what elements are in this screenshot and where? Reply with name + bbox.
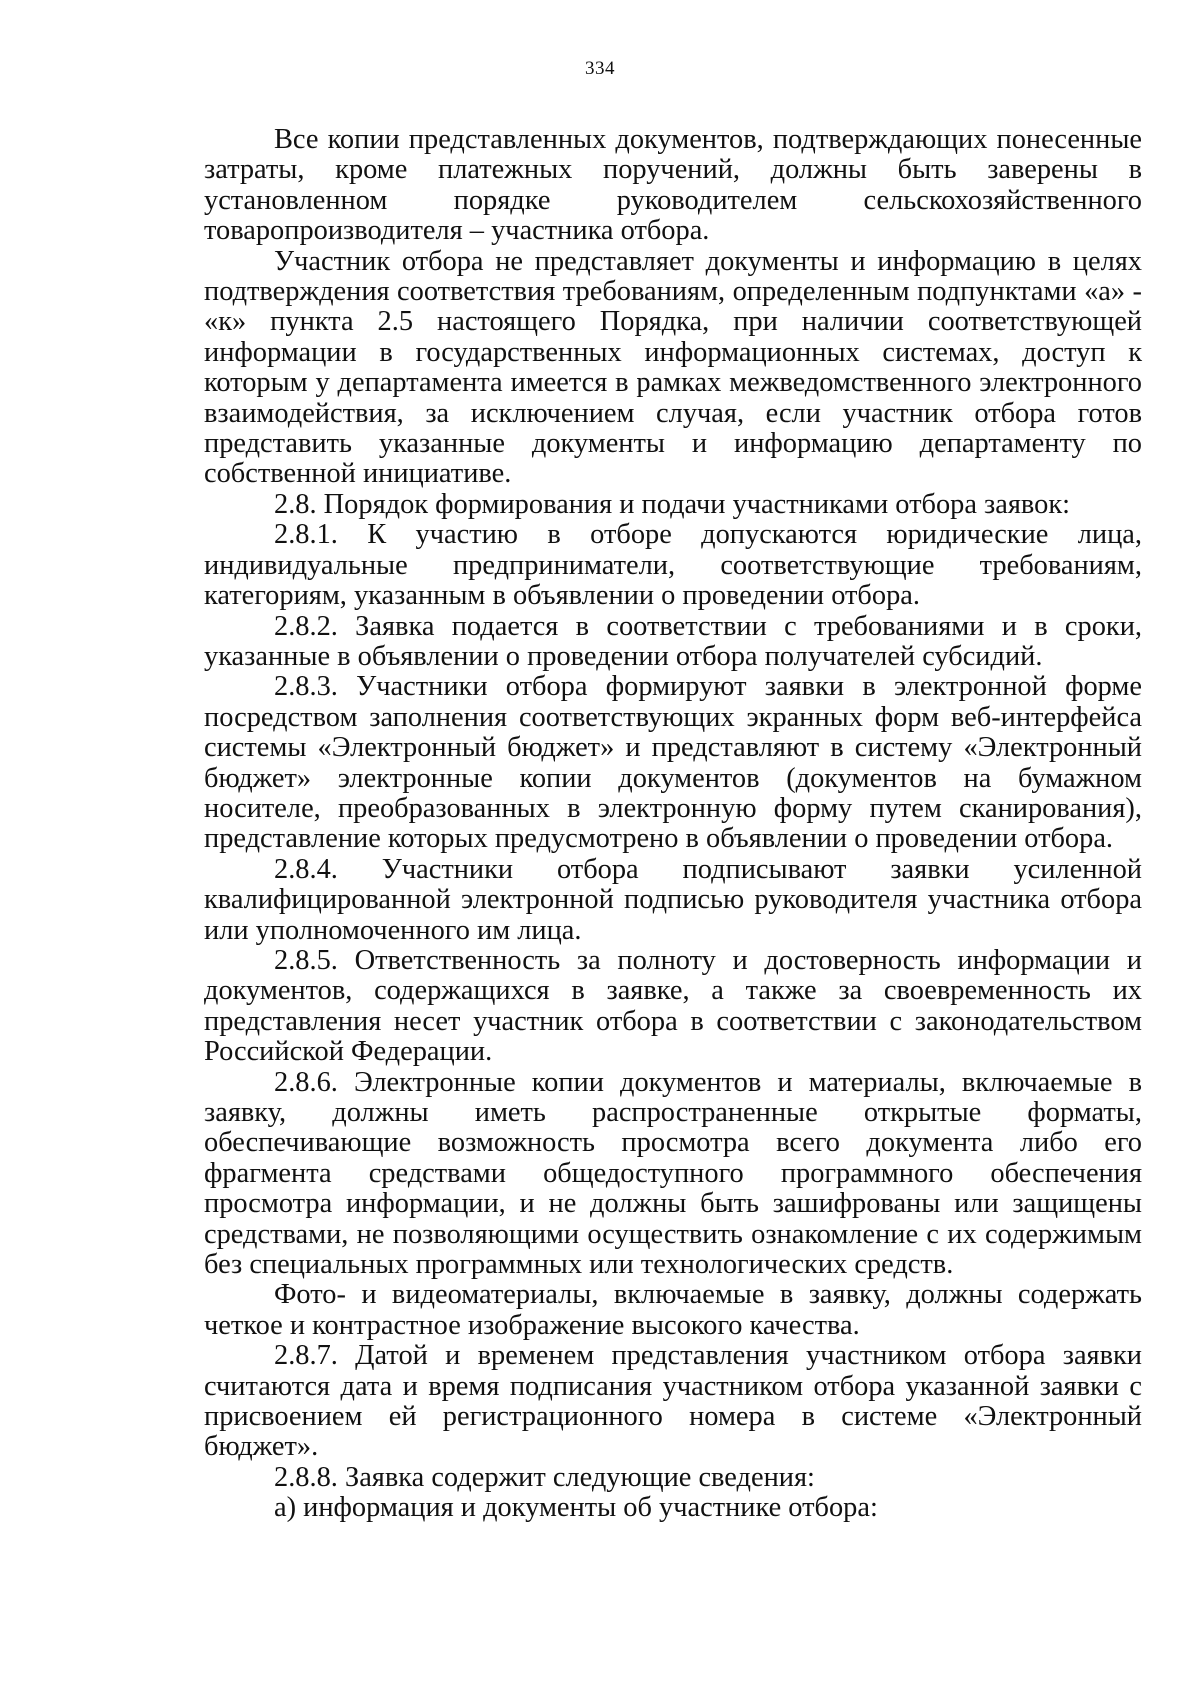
paragraph-2-8-7: 2.8.7. Датой и временем представления участником отбора заявки считаются дата и время подписания участником отбора указанной заявки с присвоением ей регистрационного номера в системе «Электронный бюджет». xyxy=(204,1340,1142,1463)
paragraph-2-8-8: 2.8.8. Заявка содержит следующие сведения: xyxy=(274,1461,815,1493)
paragraph-copies-certification: Все копии представленных документов, подтверждающих понесенные затраты, кроме платежных поручений, должны быть заверены в установленном порядке руководителем сельскохозяйственного товаропроизводителя – участника отбора. xyxy=(204,124,1142,247)
document-body xyxy=(204,125,1142,1524)
paragraph-2-8-2: 2.8.2. Заявка подается в соответствии с требованиями и в сроки, указанные в объявлении о проведении отбора получателей субсидий. xyxy=(204,610,1142,672)
paragraph-2-8-4: 2.8.4. Участники отбора подписывают заявки усиленной квалифицированной электронной подписью руководителя участника отбора или уполномоченного им лица. xyxy=(204,853,1142,946)
paragraph-2-8-5: 2.8.5. Ответственность за полноту и достоверность информации и документов, содержащихся в заявке, а также за своевременность их представления несет участник отбора в соответствии с законодательством Российской Федерации. xyxy=(204,944,1142,1068)
paragraph-2-8-6: 2.8.6. Электронные копии документов и материалы, включаемые в заявку, должны иметь распространенные открытые форматы, обеспечивающие возможность просмотра всего документа либо его фрагмента средствами общедоступного программного обеспечения просмотра информации, и не должны быть зашифрованы или защищены средствами, не позволяющими осуществить ознакомление с их содержимым без специальных программных или технологических средств. xyxy=(204,1066,1142,1281)
paragraph-2-8-1: 2.8.1. К участию в отборе допускаются юридические лица, индивидуальные предприниматели, соответствующие требованиям, категориям, указанным в объявлении о проведении отбора. xyxy=(204,519,1142,612)
paragraph-2-8-3: 2.8.3. Участники отбора формируют заявки в электронной форме посредством заполнения соответствующих экранных форм веб-интерфейса системы «Электронный бюджет» и представляют в систему «Электронный бюджет» электронные копии документов (документов на бумажном носителе, преобразованных в электронную форму путем сканирования), представление которых предусмотрено в объявлении о проведении отбора. xyxy=(204,671,1142,855)
paragraph-photo-video: Фото- и видеоматериалы, включаемые в заявку, должны содержать четкое и контрастное изображение высокого качества. xyxy=(204,1279,1142,1341)
paragraph-item-a: а) информация и документы об участнике отбора: xyxy=(274,1492,878,1524)
paragraph-documents-not-required: Участник отбора не представляет документы и информацию в целях подтверждения соответствия требованиям, определенным подпунктами «а» - «к» пункта 2.5 настоящего Порядка, при наличии соответствующей информации в государственных информационных системах, доступ к которым у департамента имеется в рамках межведомственного электронного взаимодействия, за исключением случая, если участник отбора готов представить указанные документы и информацию департаменту по собственной инициативе. xyxy=(204,245,1142,490)
paragraph-2-8-heading: 2.8. Порядок формирования и подачи участниками отбора заявок: xyxy=(274,488,1071,520)
page-number: 334 xyxy=(585,58,615,79)
